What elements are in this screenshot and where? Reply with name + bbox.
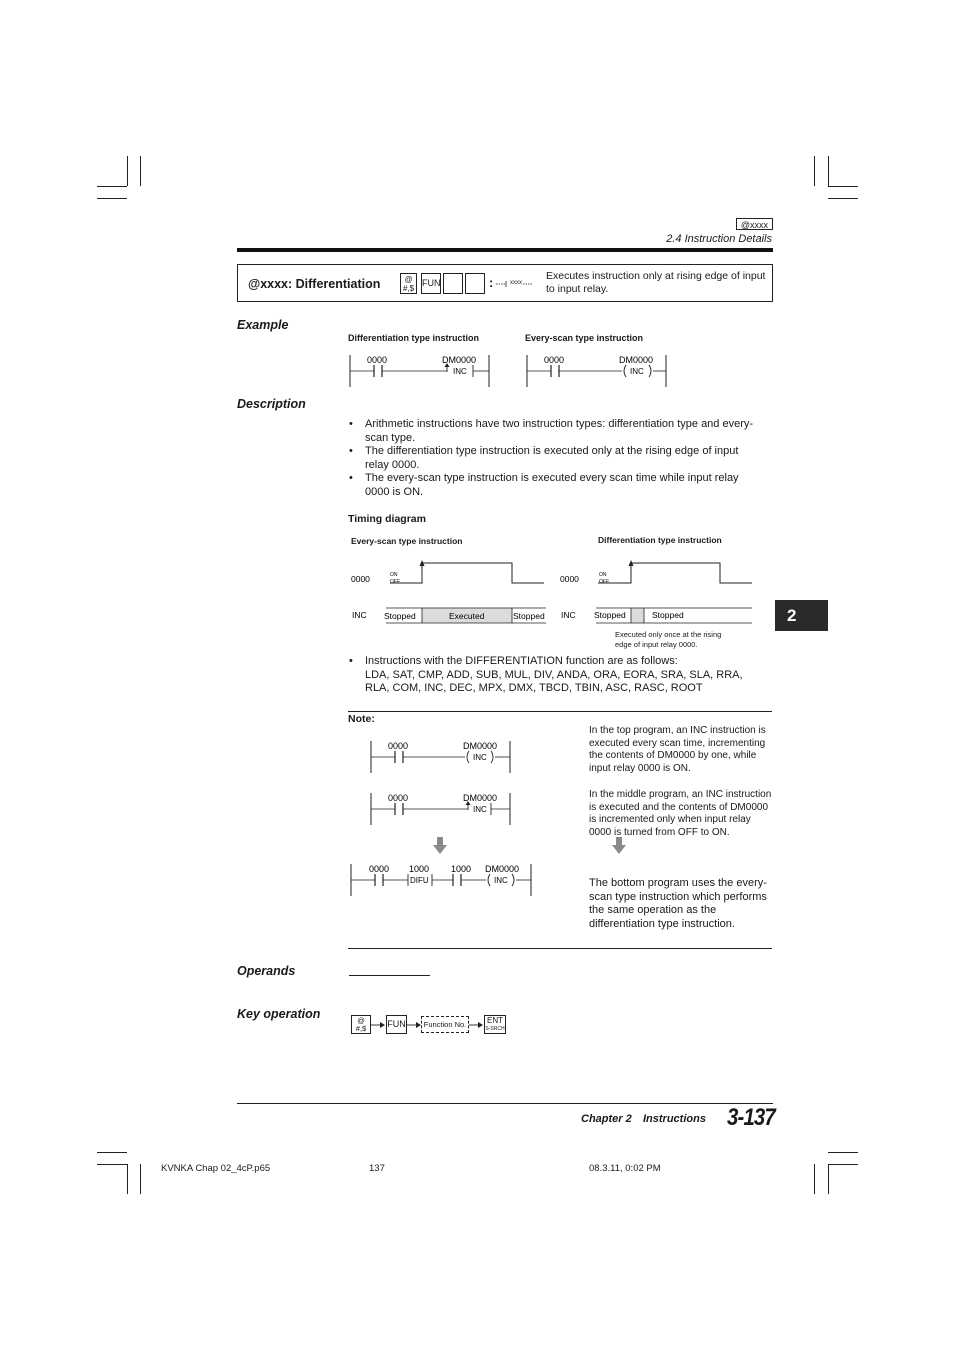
key-at-label: @ bbox=[357, 1016, 365, 1025]
xxxx-label: xxxx bbox=[510, 280, 522, 286]
key-at-hash bbox=[400, 273, 417, 294]
crop-mark bbox=[140, 1164, 141, 1194]
crop-mark bbox=[97, 1164, 127, 1165]
key-operation-heading: Key operation bbox=[237, 1007, 321, 1021]
timing-off-label: OFF bbox=[390, 579, 400, 585]
crop-mark bbox=[127, 156, 128, 186]
timing-input-label: 0000 bbox=[560, 574, 579, 584]
example-left-caption: Differentiation type instruction bbox=[348, 333, 480, 343]
timing-stopped-label: Stopped bbox=[513, 611, 545, 621]
timing-differentiation bbox=[556, 555, 761, 625]
bullet-item: • The differentiation type instruction is executed only at the rising edge of input relay 0000. bbox=[349, 445, 739, 471]
arrow-right-icon bbox=[469, 1020, 483, 1030]
example-diff-ladder bbox=[345, 350, 495, 390]
key-at-label: @ bbox=[404, 275, 413, 284]
instruction-title: @xxxx: Differentiation bbox=[248, 277, 381, 291]
note-top-ladder bbox=[367, 737, 517, 775]
note-difu-label: DIFU bbox=[410, 876, 429, 885]
timing-every-scan bbox=[346, 555, 551, 625]
timing-once-note bbox=[615, 630, 721, 650]
example-diff-contact: 0000 bbox=[367, 355, 388, 365]
bullet-text: Arithmetic instructions have two instruction types: differentiation type and every-scan type. bbox=[365, 418, 754, 444]
timing-diagram-title: Timing diagram bbox=[348, 513, 426, 525]
crop-mark bbox=[828, 1152, 858, 1153]
title-box bbox=[237, 264, 773, 302]
timing-on-label: ON bbox=[390, 572, 398, 578]
print-timestamp: 08.3.11, 0:02 PM bbox=[589, 1163, 661, 1174]
page-number: 3-137 bbox=[727, 1104, 775, 1131]
note-dm-label: DM0000 bbox=[485, 864, 520, 874]
timing-stopped-label: Stopped bbox=[594, 610, 626, 620]
example-diff-inc: INC bbox=[453, 367, 467, 376]
note-contact-label: 0000 bbox=[388, 741, 409, 751]
bullet-item: • The every-scan type instruction is executed every scan time while input relay 0000 is ON. bbox=[349, 472, 739, 498]
bullet-text: LDA, SAT, CMP, ADD, SUB, MUL, DIV, ANDA, ORA, EORA, SRA, SLA, RRA, bbox=[365, 668, 743, 681]
note-heading: Note: bbox=[348, 713, 375, 725]
bullet-item: • Arithmetic instructions have two instruction types: differentiation type and every-scan type. bbox=[349, 418, 754, 444]
note-dm-label: DM0000 bbox=[463, 741, 498, 751]
bullet-text: The every-scan type instruction is executed every scan time while input relay 0000 is ON. bbox=[365, 472, 739, 498]
footer-instructions: Instructions bbox=[643, 1113, 706, 1125]
header-rule bbox=[237, 248, 773, 252]
note-dm-label: DM0000 bbox=[463, 793, 498, 803]
crop-mark bbox=[814, 1164, 815, 1194]
note-contact-label: 0000 bbox=[388, 793, 409, 803]
note-paragraph: In the middle program, an INC instruction is executed and the contents of DM0000 is incremented only when input relay 0000 is turned from OFF to ON. bbox=[589, 789, 772, 838]
key-ent-label: ENT bbox=[487, 1016, 503, 1025]
key-blank-1 bbox=[443, 273, 463, 294]
header-tag: @xxxx bbox=[736, 218, 773, 230]
timing-stopped-label: Stopped bbox=[652, 610, 684, 620]
timing-stopped-label: Stopped bbox=[384, 611, 416, 621]
chapter-tab: 2 bbox=[775, 600, 828, 631]
timing-executed-label: Executed bbox=[449, 611, 485, 621]
note-bottom-ladder bbox=[346, 860, 536, 898]
example-every-contact: 0000 bbox=[544, 355, 565, 365]
example-every-dm: DM0000 bbox=[619, 355, 654, 365]
crop-mark bbox=[828, 186, 858, 187]
print-sheet-number: 137 bbox=[369, 1163, 385, 1174]
timing-inc-label: INC bbox=[352, 610, 367, 620]
down-arrow-icon bbox=[612, 837, 626, 854]
key-hash-label: #,$ bbox=[402, 284, 415, 293]
bullet-text: RLA, COM, INC, DEC, MPX, DMX, TBCD, TBIN, ASC, RASC, ROOT bbox=[365, 682, 703, 694]
note-middle-ladder bbox=[367, 789, 517, 827]
note-inc-label: INC bbox=[473, 753, 487, 762]
timing-inc-label: INC bbox=[561, 610, 576, 620]
key-fun: FUN bbox=[421, 273, 441, 294]
crop-mark bbox=[828, 1164, 858, 1165]
key-fun: FUN bbox=[386, 1015, 407, 1034]
colon-mark: : bbox=[489, 275, 494, 290]
bullet-text: The differentiation type instruction is executed only at the rising edge of input relay 0000. bbox=[365, 445, 739, 471]
footer-chapter: Chapter 2 bbox=[581, 1113, 632, 1125]
crop-mark bbox=[828, 156, 829, 186]
print-file-name: KVNKA Chap 02_4cP.p65 bbox=[161, 1163, 271, 1174]
crop-mark bbox=[814, 156, 815, 186]
key-hash-label: #,$ bbox=[355, 1024, 367, 1033]
note-paragraph: The bottom program uses the every-scan type instruction which performs the same operation as the differentiation type instruction. bbox=[589, 877, 767, 930]
footer-rule bbox=[237, 1103, 773, 1104]
timing-every-title: Every-scan type instruction bbox=[351, 536, 463, 546]
timing-diff-title: Differentiation type instruction bbox=[598, 535, 722, 545]
description-heading: Description bbox=[237, 397, 306, 411]
key-at-hash bbox=[351, 1015, 371, 1034]
arrow-right-icon bbox=[407, 1020, 421, 1030]
once-note-line: edge of input relay 0000. bbox=[615, 640, 698, 649]
example-heading: Example bbox=[237, 318, 289, 332]
example-right-caption: Every-scan type instruction bbox=[525, 333, 644, 343]
timing-input-label: 0000 bbox=[351, 574, 370, 584]
note-relay-label: 1000 bbox=[409, 864, 430, 874]
key-srch-label: S-SRCH bbox=[485, 1026, 505, 1032]
crop-mark bbox=[140, 156, 141, 186]
section-title: 2.4 Instruction Details bbox=[666, 233, 772, 245]
down-arrow-icon bbox=[433, 837, 447, 854]
key-blank-2 bbox=[465, 273, 485, 294]
note-rule-bottom bbox=[348, 948, 772, 949]
bullet-item: • Instructions with the DIFFERENTIATION function are as follows: LDA, SAT, CMP, ADD, SUB, MUL, DIV, ANDA, ORA, EORA, SRA, SLA, RRA, RLA, COM, INC, DEC, MPX, DMX, TBCD, TBIN, ASC, RASC, ROOT bbox=[365, 655, 770, 696]
note-relay-label: 1000 bbox=[451, 864, 472, 874]
note-contact-label: 0000 bbox=[369, 864, 390, 874]
timing-off-label: OFF bbox=[599, 579, 609, 585]
note-inc-label: INC bbox=[494, 876, 508, 885]
timing-on-label: ON bbox=[599, 572, 607, 578]
operands-heading: Operands bbox=[237, 964, 296, 978]
bullet-text: Instructions with the DIFFERENTIATION function are as follows: bbox=[365, 655, 678, 667]
example-diff-dm: DM0000 bbox=[442, 355, 477, 365]
crop-mark bbox=[127, 1164, 128, 1194]
note-inc-label: INC bbox=[473, 805, 487, 814]
once-note-line: Executed only once at the rising bbox=[615, 630, 722, 639]
function-no-box: Function No. bbox=[421, 1016, 469, 1033]
example-every-inc: INC bbox=[630, 367, 644, 376]
crop-mark bbox=[828, 1164, 829, 1194]
note-paragraph: In the top program, an INC instruction is executed every scan time, incrementing the contents of DM0000 by one, while input relay 0000 is ON. bbox=[589, 725, 766, 774]
crop-mark bbox=[97, 1152, 127, 1153]
crop-mark bbox=[97, 186, 127, 187]
key-ent bbox=[484, 1015, 506, 1034]
crop-mark bbox=[97, 198, 127, 199]
arrow-right-icon bbox=[371, 1020, 385, 1030]
example-every-ladder bbox=[522, 350, 672, 390]
operands-rule bbox=[349, 975, 430, 976]
instruction-summary: Executes instruction only at rising edge of input to input relay. bbox=[546, 270, 766, 295]
note-rule-top bbox=[348, 711, 772, 712]
crop-mark bbox=[828, 198, 858, 199]
